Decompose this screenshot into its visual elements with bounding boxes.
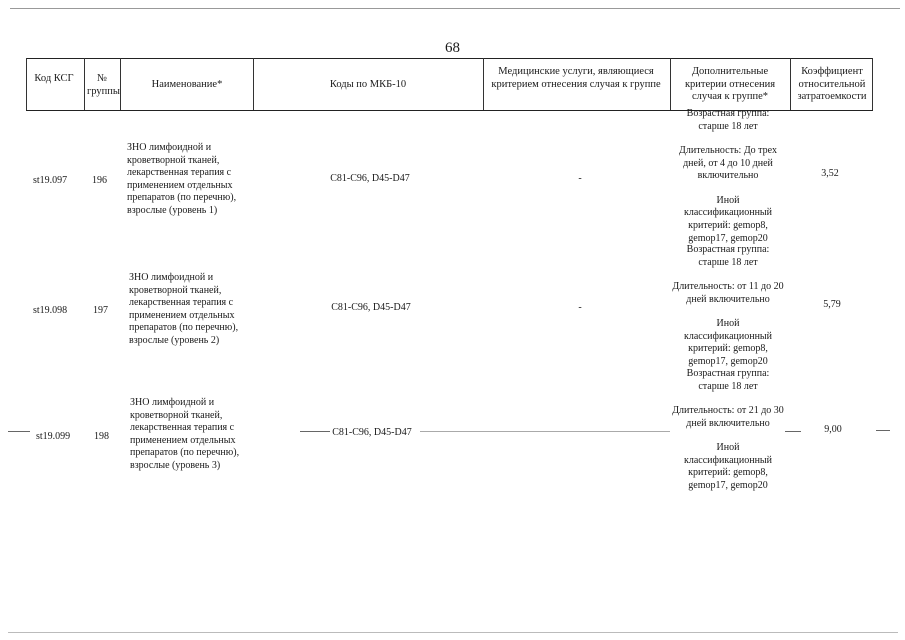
scan-dash <box>785 431 801 432</box>
page-number: 68 <box>445 40 460 56</box>
col-divider <box>253 58 254 110</box>
col-divider <box>120 58 121 110</box>
col-divider <box>84 58 85 110</box>
criterion-duration: Длительность: от 11 до 20 дней включительно <box>672 281 784 305</box>
ksg-code: st19.097 <box>33 175 68 186</box>
header-group-no: № группы <box>87 73 120 97</box>
ksg-code: st19.099 <box>36 431 71 442</box>
mkb-codes: C81-C96, D45-D47 <box>332 427 412 438</box>
mkb-codes: C81-C96, D45-D47 <box>330 173 410 184</box>
scan-dash <box>8 431 30 432</box>
extra-criteria <box>672 281 784 381</box>
group-name: ЗНО лимфоидной и кроветворной тканей, лекарственная терапия с применением отдельных препаратов (по перечню), взрослые (уровень 2) <box>129 272 239 346</box>
coefficient: 5,79 <box>823 299 841 310</box>
mkb-codes: C81-C96, D45-D47 <box>331 302 411 313</box>
criterion-age: Возрастная группа: старше 18 лет <box>686 368 770 392</box>
scan-dash <box>876 430 890 431</box>
coefficient: 9,00 <box>824 424 842 435</box>
header-name: Наименование* <box>151 79 223 90</box>
criterion-classifier: Иной классификационный критерий: gemop8, gemop17, gemop20 <box>684 194 772 244</box>
extra-criteria <box>672 405 784 505</box>
criterion-age: Возрастная группа: старше 18 лет <box>686 244 770 268</box>
col-divider <box>872 58 873 110</box>
ksg-code: st19.098 <box>33 305 68 316</box>
scan-dash <box>420 431 670 432</box>
med-services: - <box>578 302 582 313</box>
criterion-classifier: Иной классификационный критерий: gemop8, gemop17, gemop20 <box>684 318 772 367</box>
group-name: ЗНО лимфоидной и кроветворной тканей, лекарственная терапия с применением отдельных препаратов (по перечню), взрослые (уровень 3) <box>130 397 240 471</box>
criterion-classifier: Иной классификационный критерий: gemop8, gemop17, gemop20 <box>684 442 772 491</box>
group-number: 196 <box>92 175 107 186</box>
header-med-services: Медицинские услуги, являющиеся критерием отнесения случая к группе <box>491 66 661 90</box>
med-services: - <box>578 173 582 184</box>
header-top-rule <box>26 58 873 59</box>
continued-criterion: Возрастная группа: старше 18 лет <box>686 108 770 132</box>
scan-dash <box>300 431 330 432</box>
col-divider <box>670 58 671 110</box>
coefficient: 3,52 <box>821 168 839 179</box>
group-number: 197 <box>93 305 108 316</box>
scan-bottom-edge <box>8 632 898 633</box>
scan-top-edge <box>10 8 900 9</box>
col-divider <box>790 58 791 110</box>
criterion-duration: Длительность: До трех дней, от 4 до 10 дней включительно <box>679 145 777 182</box>
col-divider <box>483 58 484 110</box>
header-coefficient: Коэффициент относительной затратоемкости <box>797 66 867 102</box>
header-extra-criteria: Дополнительные критерии отнесения случая к группе* <box>684 66 776 102</box>
group-name: ЗНО лимфоидной и кроветворной тканей, лекарственная терапия с применением отдельных препаратов (по перечню), взрослые (уровень 1) <box>127 142 237 216</box>
header-mkb-codes: Коды по МКБ-10 <box>329 79 407 90</box>
extra-criteria <box>672 145 784 257</box>
criterion-duration: Длительность: от 21 до 30 дней включительно <box>672 405 784 429</box>
header-ksg-code: Код КСГ <box>34 73 74 84</box>
group-number: 198 <box>94 431 109 442</box>
col-divider <box>26 58 27 110</box>
